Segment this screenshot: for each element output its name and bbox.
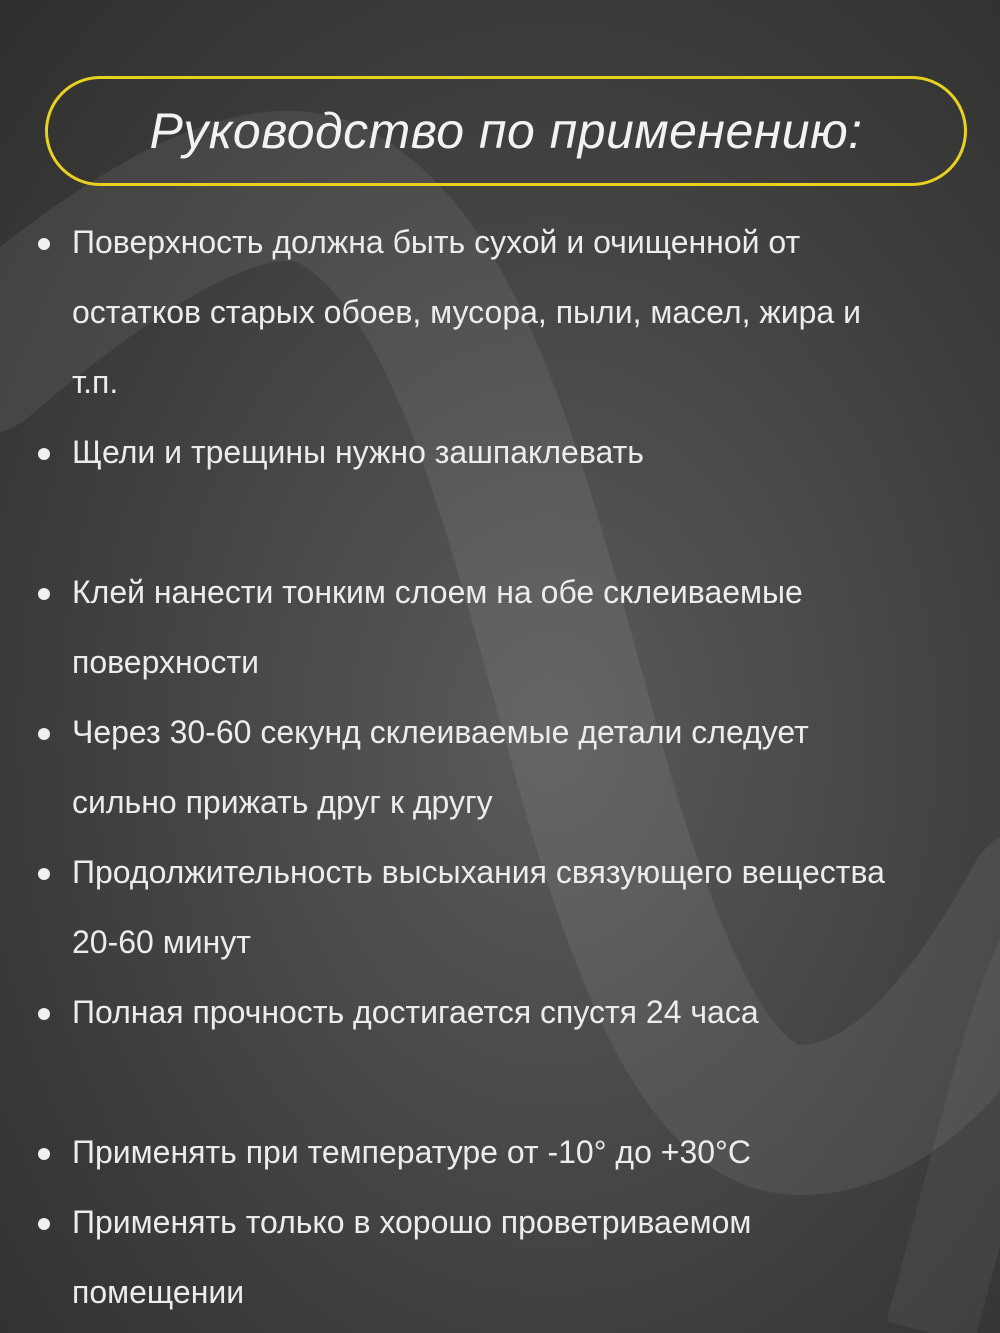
list-item-line: Применять при температуре от -10° до +30°C: [72, 1134, 751, 1170]
list-item-line: Щели и трещины нужно зашпаклевать: [72, 434, 644, 470]
bullet-icon: [38, 1218, 50, 1230]
bullet-icon: [38, 1008, 50, 1020]
list-item-line: поверхности: [72, 644, 259, 680]
bullet-icon: [38, 1148, 50, 1160]
list-item-line: Полная прочность достигается спустя 24 часа: [72, 994, 759, 1030]
bullet-icon: [38, 588, 50, 600]
list-item-line: остатков старых обоев, мусора, пыли, масел, жира и: [72, 294, 861, 330]
list-item-line: помещении: [72, 1274, 245, 1310]
list-item-line: т.п.: [72, 364, 119, 400]
list-item-line: Продолжительность высыхания связующего вещества: [72, 854, 885, 890]
bullet-icon: [38, 448, 50, 460]
list-item-line: Клей нанести тонким слоем на обе склеиваемые: [72, 574, 803, 610]
list-item-line: 20-60 минут: [72, 924, 251, 960]
page-title: Руководство по применению:: [149, 103, 863, 159]
list-item-line: Через 30-60 секунд склеиваемые детали следует: [72, 714, 809, 750]
bullet-icon: [38, 238, 50, 250]
bullet-icon: [38, 728, 50, 740]
list-item-line: Поверхность должна быть сухой и очищенной от: [72, 224, 801, 260]
list-item-line: Применять только в хорошо проветриваемом: [72, 1204, 752, 1240]
list-item-line: сильно прижать друг к другу: [72, 784, 493, 820]
bullet-icon: [38, 868, 50, 880]
